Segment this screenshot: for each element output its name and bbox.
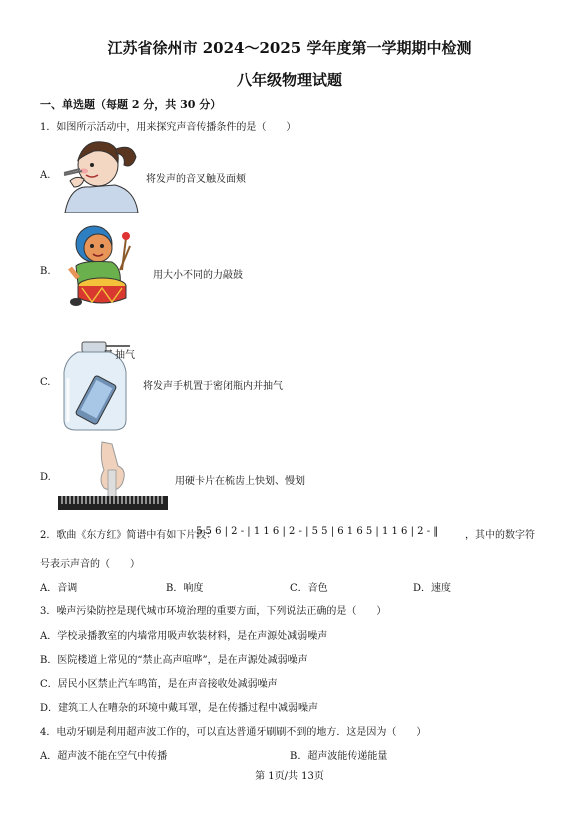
q3-option-b: B．医院楼道上常见的“禁止高声喧哗”，是在声源处减弱噪声 — [40, 655, 308, 666]
q4-stem: 4．电动牙刷是利用超声波工作的，可以直达普通牙刷刷不到的地方．这是因为（ ） — [40, 727, 427, 738]
q1-option-c-text: 将发声手机置于密闭瓶内并抽气 — [143, 381, 283, 392]
q3-option-d: D．建筑工人在嘈杂的环境中戴耳罩，是在传播过程中减弱噪声 — [40, 703, 319, 714]
q1-option-b-text: 用大小不同的力敲鼓 — [153, 270, 243, 281]
q2-stem-prefix: 2．歌曲《东方红》简谱中有如下片段： — [40, 530, 217, 541]
c-pump-arrow: → — [104, 346, 113, 357]
comb-card-icon — [56, 440, 170, 512]
q1-option-d-letter: D. — [40, 472, 51, 483]
q2-notation: 5 5 6 | 2 - | 1 1 6 | 2 - | 5 5 | 6 1 6 5 | 1 1 6 | 2 - ‖ — [196, 526, 439, 537]
q2-option-b: B．响度 — [166, 583, 204, 594]
girl-tuning-fork-icon — [60, 135, 140, 213]
q2-stem-suffix: ，其中的数字符 — [465, 530, 535, 541]
q2-stem-line2: 号表示声音的（ ） — [40, 559, 140, 570]
q4-option-b: B．超声波能传递能量 — [290, 751, 388, 762]
boy-drum-icon — [62, 222, 142, 308]
c-pump-label: 抽气 — [115, 350, 135, 361]
q2-option-c: C．音色 — [290, 583, 328, 594]
exam-subtitle: 八年级物理试题 — [236, 71, 342, 89]
q1-option-d-text: 用硬卡片在梳齿上快划、慢划 — [175, 476, 305, 487]
q1-stem: 1．如图所示活动中，用来探究声音传播条件的是（ ） — [40, 122, 297, 133]
q2-option-a: A．音调 — [40, 583, 78, 594]
q3-option-c: C．居民小区禁止汽车鸣笛，是在声音接收处减弱噪声 — [40, 679, 278, 690]
q1-option-a-text: 将发声的音叉触及面颊 — [146, 174, 246, 185]
exam-title: 江苏省徐州市 2024～2025 学年度第一学期期中检测 — [107, 39, 472, 57]
section-heading: 一、单选题（每题 2 分，共 30 分） — [40, 98, 222, 111]
q3-stem: 3．噪声污染防控是现代城市环境治理的重要方面，下列说法正确的是（ ） — [40, 606, 387, 617]
q1-option-b-letter: B. — [40, 266, 51, 277]
q3-option-a: A．学校录播教室的内墙常用吸声软装材料，是在声源处减弱噪声 — [40, 631, 328, 642]
q2-option-d: D．速度 — [413, 583, 452, 594]
q4-option-a: A．超声波不能在空气中传播 — [40, 751, 168, 762]
q1-option-c-letter: C. — [40, 377, 51, 388]
q1-option-a-letter: A. — [40, 170, 51, 181]
page-footer: 第 1页/共 13页 — [255, 771, 324, 782]
